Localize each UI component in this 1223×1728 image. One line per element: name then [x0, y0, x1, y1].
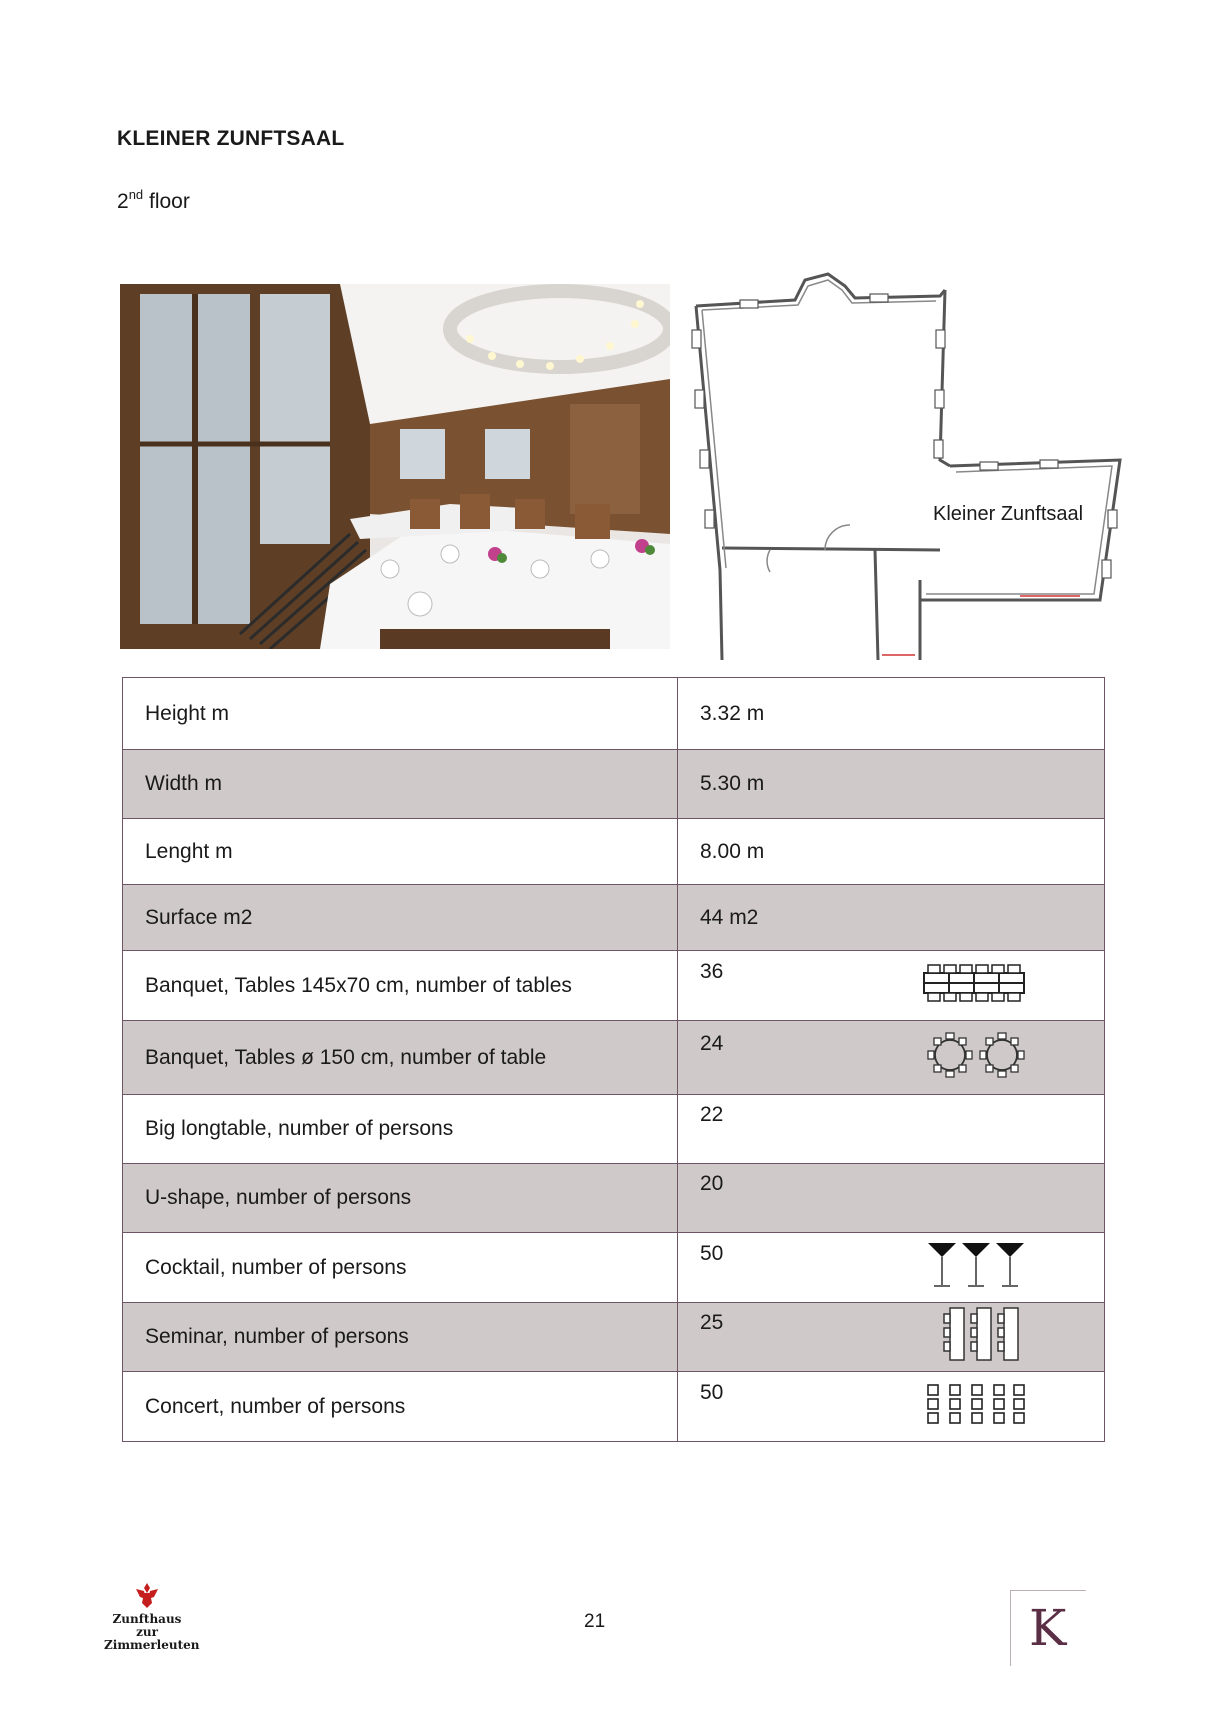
spec-value: 36 — [700, 959, 724, 983]
spec-label: U-shape, number of persons — [123, 1164, 678, 1233]
table-row — [123, 1233, 1105, 1303]
spec-label: Width m — [123, 750, 678, 819]
spec-value: 22 — [700, 1103, 724, 1126]
table-row — [123, 1303, 1105, 1372]
table-row — [123, 750, 1105, 819]
spec-label: Lenght m — [123, 819, 678, 885]
table-row — [123, 1372, 1105, 1442]
spec-value: 44 m2 — [678, 885, 1105, 951]
k-logo: K — [1010, 1590, 1086, 1666]
spec-label: Banquet, Tables ø 150 cm, number of table — [123, 1021, 678, 1095]
spec-value: 24 — [700, 1031, 724, 1055]
table-row — [123, 885, 1105, 951]
concert-chairs-icon — [926, 1383, 1026, 1431]
spec-label: Banquet, Tables 145x70 cm, number of tables — [123, 951, 678, 1021]
spec-label: Seminar, number of persons — [123, 1303, 678, 1372]
table-row — [123, 1095, 1105, 1164]
spec-label: Surface m2 — [123, 885, 678, 951]
spec-value: 5.30 m — [678, 750, 1105, 819]
room-photo — [120, 284, 670, 649]
table-row — [123, 819, 1105, 885]
table-row — [123, 678, 1105, 750]
floor-plan — [680, 270, 1130, 660]
floor-plan-room-label: Kleiner Zunftsaal — [933, 503, 1084, 525]
table-row — [123, 1021, 1105, 1095]
floor-label: 2nd floor — [117, 187, 190, 213]
round-tables-icon — [926, 1031, 1026, 1085]
table-row — [123, 951, 1105, 1021]
cocktail-glasses-icon — [926, 1241, 1026, 1295]
spec-value: 50 — [700, 1241, 724, 1265]
page-number: 21 — [584, 1611, 606, 1632]
seminar-desks-icon — [942, 1306, 1026, 1368]
zunfthaus-logo: Zunfthaus zur Zimmerleuten — [104, 1581, 190, 1652]
eagle-crest-icon — [134, 1581, 160, 1609]
spec-value: 20 — [700, 1172, 724, 1195]
spec-label: Height m — [123, 678, 678, 750]
spec-value: 3.32 m — [678, 678, 1105, 750]
rectangular-tables-icon — [922, 963, 1026, 1009]
spec-label: Cocktail, number of persons — [123, 1233, 678, 1303]
spec-label: Big longtable, number of persons — [123, 1095, 678, 1164]
spec-value: 25 — [700, 1311, 724, 1334]
page-title: KLEINER ZUNFTSAAL — [117, 127, 345, 150]
spec-value: 50 — [700, 1380, 724, 1404]
spec-label: Concert, number of persons — [123, 1372, 678, 1442]
table-row — [123, 1164, 1105, 1233]
spec-value: 8.00 m — [678, 819, 1105, 885]
room-specs-table — [122, 677, 1105, 1442]
